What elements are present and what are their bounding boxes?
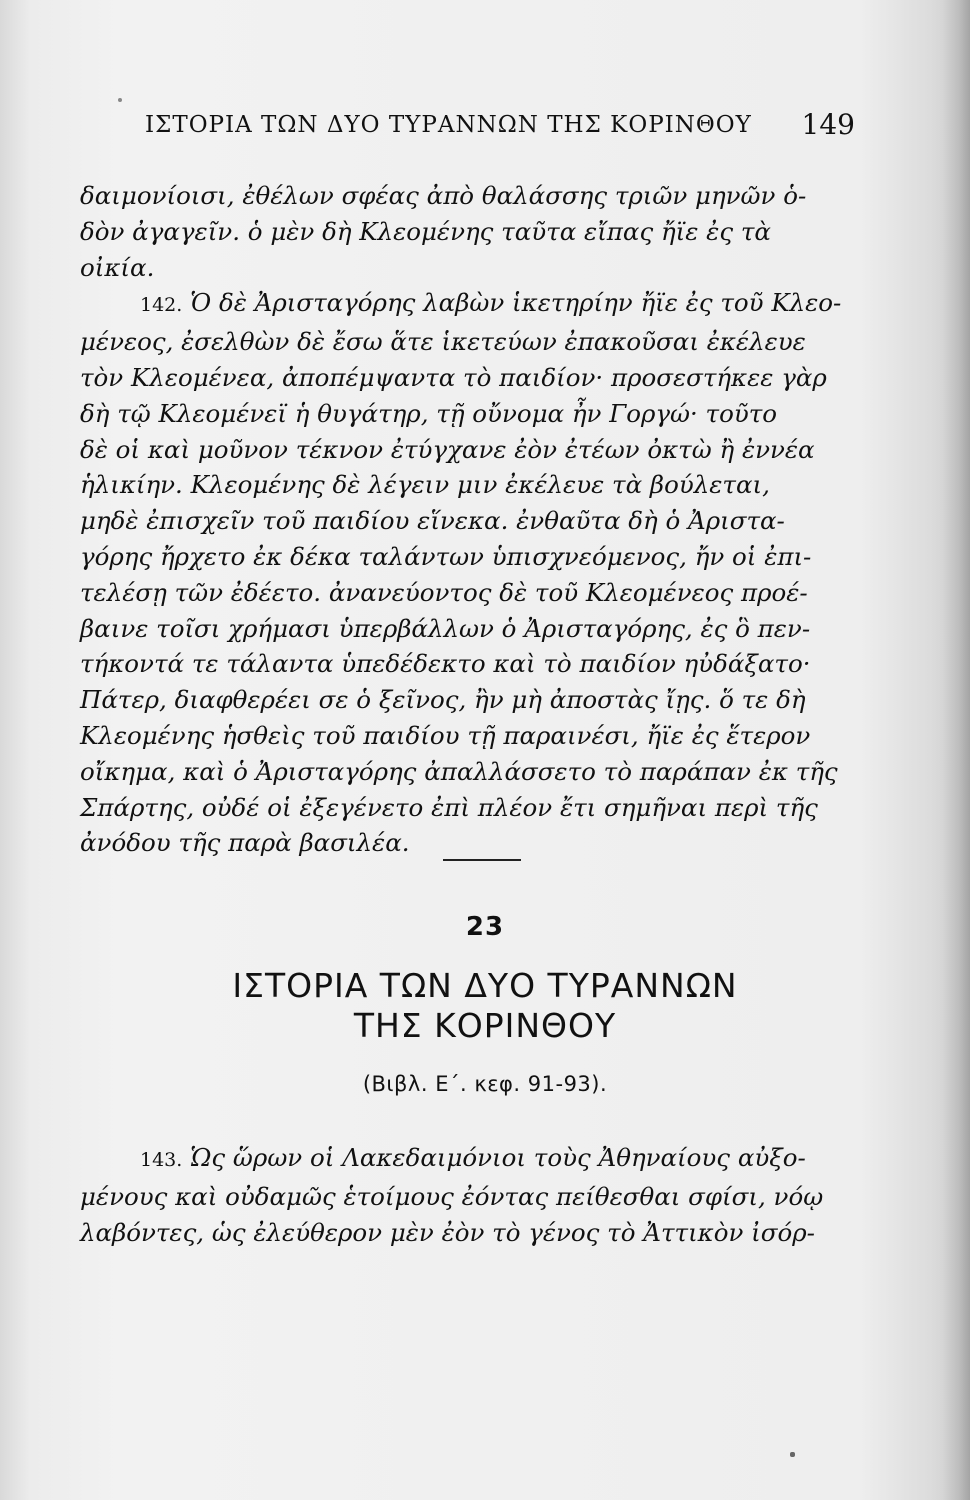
running-title: ΙΣΤΟΡΙΑ ΤΩΝ ΔΥΟ ΤΥΡΑΝΝΩΝ ΤΗΣ ΚΟΡΙΝΘΟΥ [145, 112, 752, 138]
text-line: λαβόντες, ὡς ἐλεύθερον μὲν ἐὸν τὸ γένος τὸ Ἀττικὸν ἰσόρ- [80, 1217, 815, 1247]
text-span: Ὁ δὲ Ἀρισταγόρης λαβὼν ἱκετηρίην ἤϊε ἐς τοῦ Κλεο- [190, 288, 842, 318]
text-line: μηδὲ ἐπισχεῖν τοῦ παιδίου εἵνεκα. ἐνθαῦτα δὴ ὁ Ἀριστα- [80, 506, 785, 536]
text-span: Ὡς ὥρων οἱ Λακεδαιμόνιοι τοὺς Ἀθηναίους αὐξο- [190, 1143, 806, 1172]
chapter-number: 23 [465, 912, 505, 942]
text-line [80, 1140, 855, 1179]
text-line: γόρης ἤρχετο ἐκ δέκα ταλάντων ὑπισχνεόμενος, ἤν οἱ ἐπι- [80, 541, 812, 571]
chapter-reference: (Βιβλ. Ε΄. κεφ. 91-93). [362, 1072, 608, 1096]
paragraph-number: 142. [140, 294, 183, 317]
text-line: δὴ τῷ Κλεομένεϊ ἡ θυγάτηρ, τῇ οὔνομα ἦν Γοργώ· τοῦτο [80, 398, 778, 428]
text-line: ἡλικίην. Κλεομένης δὲ λέγειν μιν ἐκέλευε τὰ βούλεται, [80, 470, 770, 500]
chapter-title-line: ΙΣΤΟΡΙΑ ΤΩΝ ΔΥΟ ΤΥΡΑΝΝΩΝ [232, 966, 738, 1005]
paragraph-number: 143. [140, 1149, 183, 1171]
text-line: δαιμονίοισι, ἐθέλων σφέας ἀπὸ θαλάσσης τριῶν μηνῶν ὁ- [80, 181, 807, 210]
section-divider [443, 859, 521, 861]
paragraph-continuation [80, 178, 855, 861]
text-line [80, 285, 855, 324]
text-line: Κλεομένης ἡσθεὶς τοῦ παιδίου τῇ παραινέσι, ἤϊε ἐς ἕτερον [80, 720, 811, 750]
text-line: οἰκία. [80, 252, 155, 282]
text-line: βαινε τοῖσι χρήμασι ὑπερβάλλων ὁ Ἀρισταγόρης, ἐς ὃ πεν- [80, 613, 811, 643]
paper-speck [118, 98, 122, 102]
text-line: δὲ οἱ καὶ μοῦνον τέκνον ἐτύγχανε ἐὸν ἐτέων ὀκτὼ ἢ ἐννέα [80, 434, 815, 464]
page-gutter-shadow [942, 0, 970, 1500]
text-line: τήκοντά τε τάλαντα ὑπεδέδεκτο καὶ τὸ παιδίον ηὐδάξατο· [80, 649, 811, 679]
text-line: τὸν Κλεομένεα, ἀποπέμψαντα τὸ παιδίον· προσεστήκεε γὰρ [80, 362, 827, 392]
paper-speck [790, 1452, 795, 1457]
paragraph-143 [80, 1140, 855, 1250]
text-line: δὸν ἀγαγεῖν. ὁ μὲν δὴ Κλεομένης ταῦτα εἴπας ἤϊε ἐς τὰ [80, 216, 771, 246]
chapter-title [0, 966, 970, 1046]
text-line: Πάτερ, διαφθερέει σε ὁ ξεῖνος, ἢν μὴ ἀποστὰς ἴῃς. ὅ τε δὴ [80, 685, 806, 715]
text-line: τελέσῃ τῶν ἐδέετο. ἀνανεύοντος δὲ τοῦ Κλεομένεος προέ- [80, 577, 808, 607]
text-line: μένεος, ἐσελθὼν δὲ ἔσω ἅτε ἱκετεύων ἐπακοῦσαι ἐκέλευε [80, 327, 806, 357]
text-line: οἴκημα, καὶ ὁ Ἀρισταγόρης ἀπαλλάσσετο τὸ παράπαν ἐκ τῆς [80, 756, 838, 786]
text-line: μένους καὶ οὐδαμῶς ἑτοίμους ἐόντας πείθεσθαι σφίσι, νόῳ [80, 1181, 824, 1211]
page-number: 149 [801, 108, 855, 141]
text-line: ἀνόδου τῆς παρὰ βασιλέα. [80, 828, 410, 858]
text-line: Σπάρτης, οὐδέ οἱ ἐξεγένετο ἐπὶ πλέον ἔτι σημῆναι περὶ τῆς [80, 792, 818, 822]
chapter-title-line: ΤΗΣ ΚΟΡΙΝΘΟΥ [353, 1006, 617, 1045]
